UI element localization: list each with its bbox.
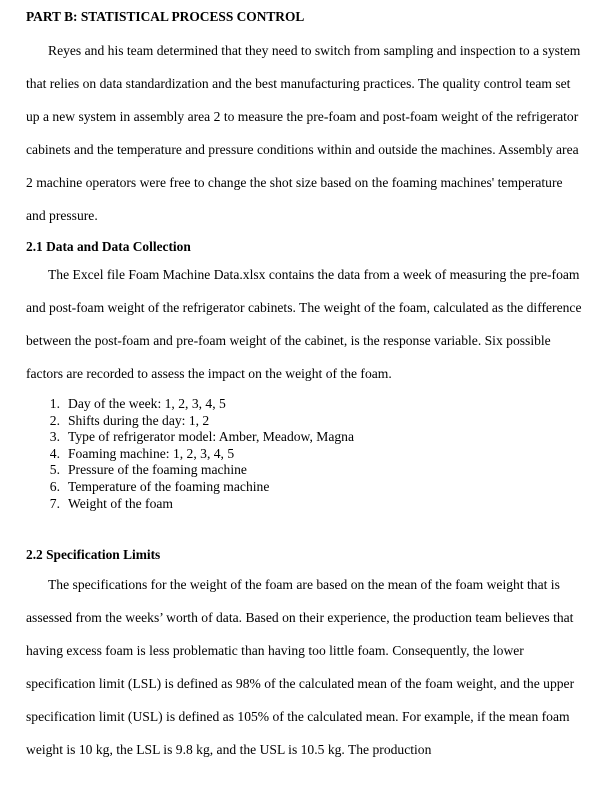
- list-item-text: Day of the week: 1, 2, 3, 4, 5: [68, 396, 226, 411]
- section-2-1-paragraph: [26, 258, 583, 390]
- list-item-number: 3.: [49, 429, 60, 445]
- list-item-text: Temperature of the foaming machine: [68, 478, 270, 494]
- part-heading: PART B: STATISTICAL PROCESS CONTROL: [26, 9, 305, 24]
- list-item-text: Type of refrigerator model: Amber, Meadow, Magna: [68, 429, 355, 445]
- list-item: [26, 396, 583, 413]
- list-item-number: 7.: [49, 495, 60, 511]
- list-item-text: Foaming machine: 1, 2, 3, 4, 5: [68, 445, 235, 461]
- list-item: [26, 429, 583, 446]
- list-item-text: Weight of the foam: [68, 495, 173, 511]
- list-item-number: 2.: [49, 412, 60, 428]
- section-2-2-heading: 2.2 Specification Limits: [26, 547, 161, 563]
- list-item-number: 4.: [49, 445, 60, 461]
- list-item-text: Pressure of the foaming machine: [68, 462, 247, 478]
- section-2-1-paragraph-text: The Excel file Foam Machine Data.xlsx contains the data from a week of measuring the pre-foam and post-foam weight of the refrigerator cabinets. The weight of the foam, calculated as the difference between the post-foam and pre-foam weight of the cabinet, is the response variable. Six possible factors are recorded to assess the impact on the weight of the foam.: [26, 267, 582, 381]
- list-item-number: 6.: [49, 478, 60, 494]
- list-item: [26, 462, 583, 479]
- list-item: [26, 413, 583, 430]
- section-2-1-heading: 2.1 Data and Data Collection: [26, 239, 191, 254]
- list-item: [26, 496, 583, 513]
- section-2-2-paragraph: [26, 568, 583, 766]
- intro-paragraph: [26, 34, 583, 232]
- list-item: [26, 446, 583, 463]
- section-2-2-paragraph-text: The specifications for the weight of the foam are based on the mean of the foam weight that is assessed from the weeks’ worth of data. Based on their experience, the production team believes that having excess foam is less problematic than having too little foam. Consequently, the lower specification limit (LSL) is defined as 98% of the calculated mean of the foam weight, and the upper specification limit (USL) is defined as 105% of the calculated mean. For example, if the mean foam weight is 10 kg, the LSL is 9.8 kg, and the USL is 10.5 kg. The production: [26, 577, 575, 758]
- factor-list: [26, 396, 583, 512]
- list-item-number: 5.: [49, 462, 60, 478]
- list-item-text: Shifts during the day: 1, 2: [68, 412, 210, 428]
- list-item-number: 1.: [49, 396, 60, 411]
- intro-paragraph-text: Reyes and his team determined that they need to switch from sampling and inspection to a system that relies on data standardization and the best manufacturing practices. The quality control team set up a new system in assembly area 2 to measure the pre-foam and post-foam weight of the refrigerator cabinets and the temperature and pressure conditions within and outside the machines. Assembly area 2 machine operators were free to change the shot size based on the foaming machines' temperature and pressure.: [26, 43, 581, 223]
- list-item: [26, 479, 583, 496]
